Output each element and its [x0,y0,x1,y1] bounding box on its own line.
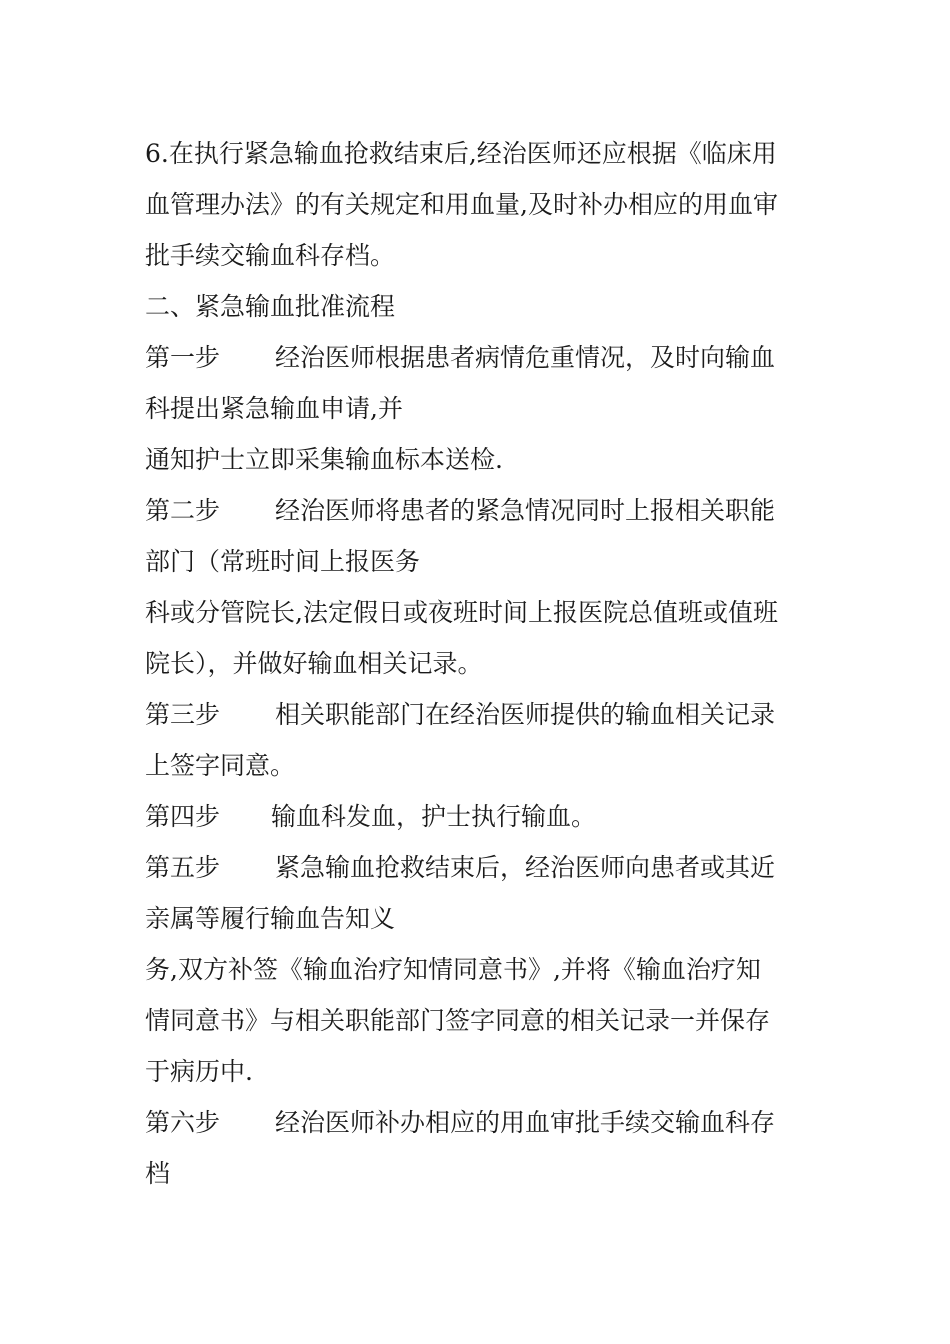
step-5-line: 务,双方补签《输血治疗知情同意书》,并将《输血治疗知 [145,955,761,984]
step-2-paragraph [145,485,810,689]
step-2-line: 院长），并做好输血相关记录。 [145,649,483,678]
item-6-line: 6.在执行紧急输血抢救结束后,经治医师还应根据《临床用 [145,139,777,168]
step-5-label: 第五步 [145,853,221,882]
step-4-label: 第四步 [145,802,221,831]
step-4-paragraph [145,791,810,842]
step-4-text: 输血科发血，护士执行输血。 [271,802,597,831]
step-2-line [145,485,810,536]
step-1-paragraph [145,332,810,485]
step-1-label: 第一步 [145,343,221,372]
section-title [145,281,810,332]
item-6-paragraph [145,128,810,281]
step-5-line [145,842,810,893]
item-6-line: 血管理办法》的有关规定和用血量,及时补办相应的用血审 [145,190,778,219]
section-title-text: 二、紧急输血批准流程 [145,292,396,321]
step-3-label: 第三步 [145,700,221,729]
step-6-paragraph [145,1097,810,1199]
step-5-line: 于病历中. [145,1057,253,1086]
step-1-line: 科提出紧急输血申请,并 [145,394,403,423]
document-body [145,128,810,1199]
step-1-line [145,332,810,383]
step-5-line: 情同意书》与相关职能部门签字同意的相关记录一并保存 [145,1006,771,1035]
step-4-line [145,791,810,842]
step-5-paragraph [145,842,810,1097]
step-3-paragraph [145,689,810,791]
step-6-label: 第六步 [145,1108,221,1137]
item-6-line: 批手续交输血科存档。 [145,241,396,270]
step-3-line: 上签字同意。 [145,751,296,780]
step-3-line [145,689,810,740]
step-2-line: 科或分管院长,法定假日或夜班时间上报医院总值班或值班 [145,598,778,627]
step-2-line: 部门（常班时间上报医务 [145,547,421,576]
step-1-line: 通知护士立即采集输血标本送检. [145,445,503,474]
step-6-text: 经治医师补办相应的用血审批手续交输血科存 [275,1108,776,1137]
step-3-text: 相关职能部门在经治医师提供的输血相关记录 [275,700,776,729]
step-6-line [145,1097,810,1148]
step-2-label: 第二步 [145,496,221,525]
step-5-line: 亲属等履行输血告知义 [145,904,396,933]
step-5-text: 紧急输血抢救结束后，经治医师向患者或其近 [275,853,776,882]
step-2-text: 经治医师将患者的紧急情况同时上报相关职能 [275,496,776,525]
step-1-text: 经治医师根据患者病情危重情况，及时向输血 [275,343,776,372]
step-6-line: 档 [145,1159,171,1188]
